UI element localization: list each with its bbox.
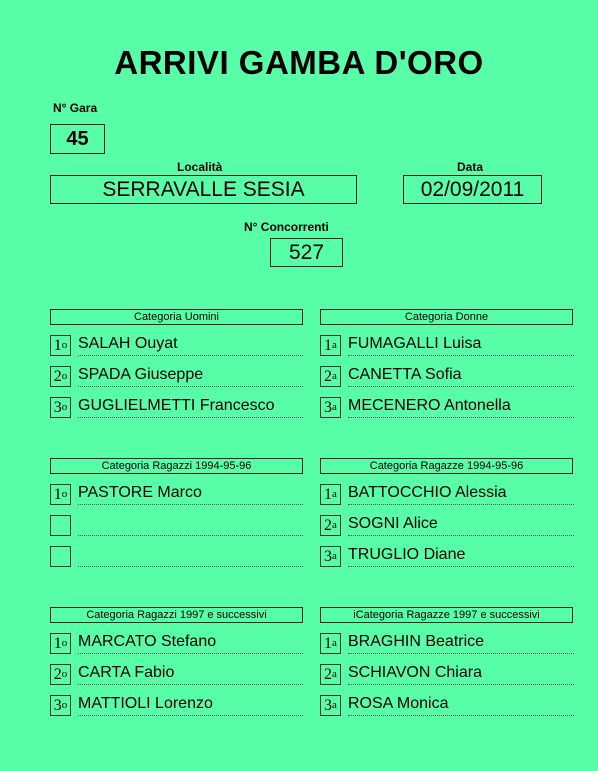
localita-value: SERRAVALLE SESIA xyxy=(102,177,305,201)
participant-name[interactable]: PASTORE Marco xyxy=(78,484,303,505)
position-box: 3 $^a$ xyxy=(320,695,341,716)
position-box: 3 $^o$ xyxy=(50,695,71,716)
category-header: Categoria Ragazze 1994-95-96 xyxy=(320,458,573,474)
participant-name[interactable]: MATTIOLI Lorenzo xyxy=(78,695,303,716)
position-box: 1 $^a$ xyxy=(320,335,341,356)
participant-name[interactable]: MARCATO Stefano xyxy=(78,633,303,654)
position-box: 3 $^a$ xyxy=(320,546,341,567)
gara-number-field[interactable] xyxy=(50,124,105,154)
position-box: 1 $^a$ xyxy=(320,484,341,505)
position-box: 2 $^o$ xyxy=(50,664,71,685)
position-box: 3 $^o$ xyxy=(50,397,71,418)
position-box: 1 $^o$ xyxy=(50,484,71,505)
category-header: Categoria Donne xyxy=(320,309,573,325)
category-header: Categoria Ragazzi 1994-95-96 xyxy=(50,458,303,474)
participant-name[interactable]: TRUGLIO Diane xyxy=(348,546,574,567)
position-box xyxy=(50,515,71,536)
concorrenti-label: N° Concorrenti xyxy=(244,220,329,234)
participant-name[interactable]: GUGLIELMETTI Francesco xyxy=(78,397,303,418)
category-header: Categoria Uomini xyxy=(50,309,303,325)
position-box xyxy=(50,546,71,567)
position-box: 2 $^o$ xyxy=(50,366,71,387)
concorrenti-field[interactable] xyxy=(270,238,343,267)
page-title: ARRIVI GAMBA D'ORO xyxy=(114,44,484,81)
participant-name[interactable]: SPADA Giuseppe xyxy=(78,366,303,387)
position-box: 2 $^a$ xyxy=(320,515,341,536)
data-label: Data xyxy=(457,160,484,174)
participant-name[interactable]: ROSA Monica xyxy=(348,695,574,716)
position-box: 1 $^o$ xyxy=(50,633,71,654)
gara-label: N° Gara xyxy=(53,101,98,115)
participant-name[interactable]: BATTOCCHIO Alessia xyxy=(348,484,574,505)
participant-name[interactable] xyxy=(78,515,303,536)
category-header: Categoria Ragazzi 1997 e successivi xyxy=(50,607,303,623)
concorrenti-value: 527 xyxy=(288,240,325,264)
localita-label: Località xyxy=(177,160,223,174)
position-box: 2 $^a$ xyxy=(320,664,341,685)
date-field[interactable] xyxy=(403,175,542,204)
date-value: 02/09/2011 xyxy=(420,177,525,201)
participant-name[interactable]: SCHIAVON Chiara xyxy=(348,664,574,685)
gara-number-value: 45 xyxy=(66,127,89,150)
position-box: 2 $^a$ xyxy=(320,366,341,387)
localita-field[interactable] xyxy=(50,175,357,204)
participant-name[interactable]: CARTA Fabio xyxy=(78,664,303,685)
position-box: 1 $^a$ xyxy=(320,633,341,654)
participant-name[interactable]: CANETTA Sofia xyxy=(348,366,574,387)
participant-name[interactable]: SOGNI Alice xyxy=(348,515,574,536)
participant-name[interactable]: MECENERO Antonella xyxy=(348,397,574,418)
position-box: 1 $^o$ xyxy=(50,335,71,356)
participant-name[interactable]: SALAH Ouyat xyxy=(78,335,303,356)
participant-name[interactable]: BRAGHIN Beatrice xyxy=(348,633,574,654)
participant-name[interactable]: FUMAGALLI Luisa xyxy=(348,335,574,356)
participant-name[interactable] xyxy=(78,546,303,567)
position-box: 3 $^a$ xyxy=(320,397,341,418)
category-header: iCategoria Ragazze 1997 e successivi xyxy=(320,607,573,623)
